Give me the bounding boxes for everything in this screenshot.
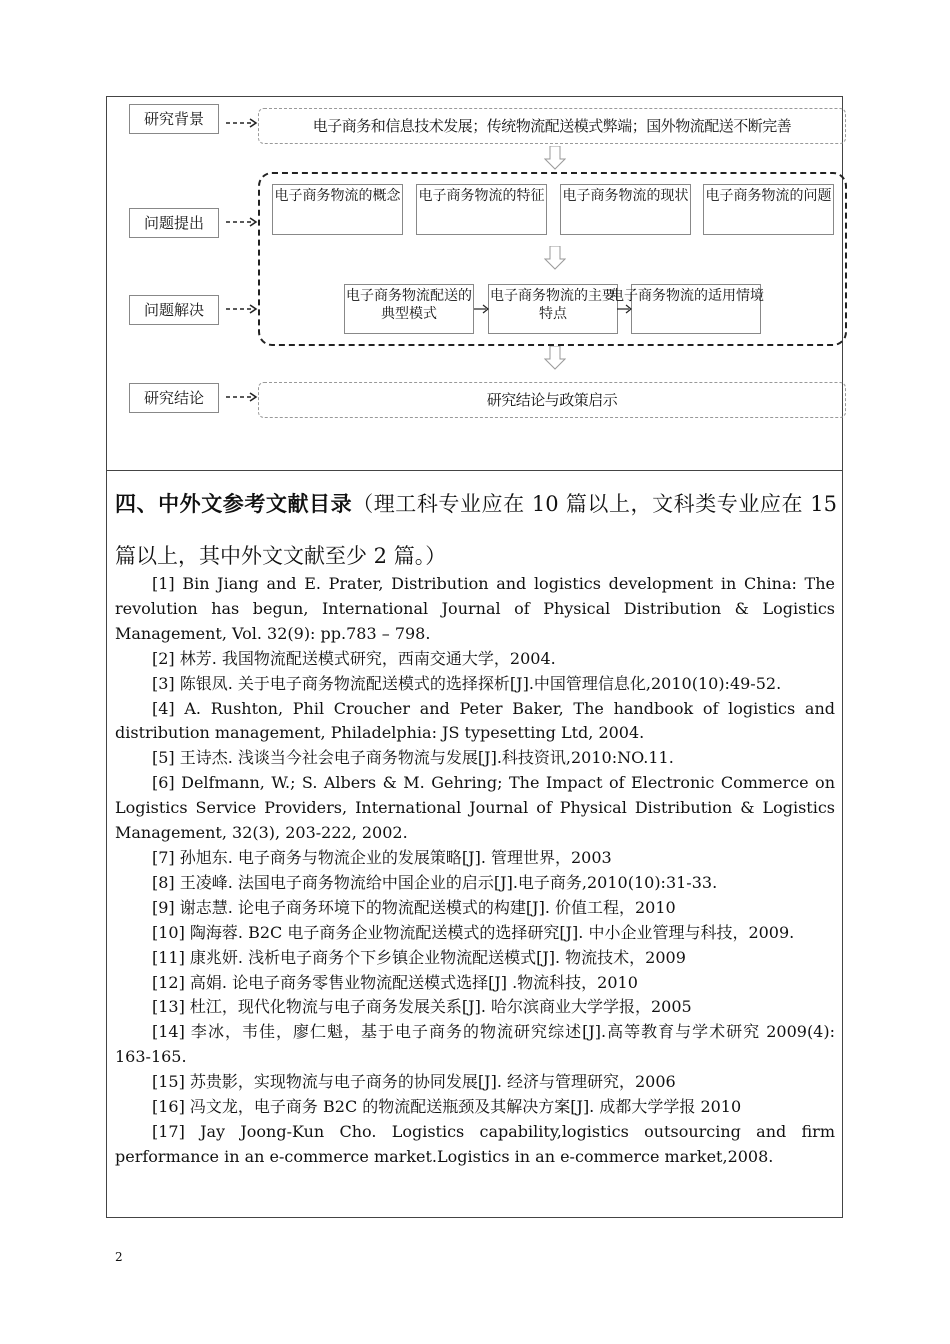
row-divider <box>106 470 843 471</box>
reference-item: [8] 王凌峰. 法国电子商务物流给中国企业的启示[J].电子商务,2010(10):31-33. <box>152 872 718 892</box>
reference-item: [10] 陶海蓉. B2C 电子商务企业物流配送模式的选择研究[J]. 中小企业管理与科技，2009. <box>152 922 795 942</box>
reference-item: [4] A. Rushton, Phil Croucher and Peter Baker, The handbook of logistics and distribution management, Philadelphia: JS typesetting Ltd, 2004. <box>115 698 835 743</box>
reference-item: [3] 陈银凤. 关于电子商务物流配送模式的选择探析[J].中国管理信息化,2010(10):49-52. <box>152 673 782 693</box>
conclusion-box: 研究结论与政策启示 <box>258 382 846 418</box>
reference-item: [7] 孙旭东. 电子商务与物流企业的发展策略[J]. 管理世界，2003 <box>152 847 612 867</box>
stage-label-conclusion: 研究结论 <box>129 383 219 413</box>
solution-box-main-traits: 电子商务物流的主要特点 <box>488 284 618 334</box>
reference-item: [13] 杜江，现代化物流与电子商务发展关系[J]. 哈尔滨商业大学学报，2005 <box>152 997 692 1017</box>
reference-item: [6] Delfmann, W.; S. Albers & M. Gehring; The Impact of Electronic Commerce on Logistics Service Providers, International Journal of Physical Distribution & Logistics Management, 32(3), 203-222, 2002. <box>115 773 835 843</box>
solution-box-typical-modes: 电子商务物流配送的典型模式 <box>344 284 474 334</box>
stage-label-background: 研究背景 <box>129 104 219 134</box>
reference-item: [1] Bin Jiang and E. Prater, Distribution and logistics development in China: The revolution has begun, International Journal of Physical Distribution & Logistics Management, Vol. 32(9): pp.783 – 798. <box>115 574 835 643</box>
dashed-arrow-icon <box>226 303 260 315</box>
reference-item: [2] 林芳. 我国物流配送模式研究，西南交通大学，2004. <box>152 648 556 668</box>
references-heading <box>115 478 837 582</box>
reference-list <box>115 572 835 1170</box>
reference-item: [17] Jay Joong-Kun Cho. Logistics capability,logistics outsourcing and firm performance in an e-commerce market.Logistics in an e-commerce market,2008. <box>115 1121 835 1166</box>
reference-item: [5] 王诗杰. 浅谈当今社会电子商务物流与发展[J].科技资讯,2010:NO.11. <box>152 748 674 768</box>
right-arrow-icon <box>474 304 490 314</box>
solution-box-applicable-scenarios: 电子商务物流的适用情境 <box>631 284 761 334</box>
down-arrow-icon <box>544 246 566 270</box>
stage-label-solution: 问题解决 <box>129 295 219 325</box>
page-number: 2 <box>115 1250 123 1264</box>
dashed-arrow-icon <box>226 117 260 129</box>
stage-label-problem: 问题提出 <box>129 208 219 238</box>
reference-item: [9] 谢志慧. 论电子商务环境下的物流配送模式的构建[J]. 价值工程，2010 <box>152 897 676 917</box>
references-heading-note: （理工科专业应在 10 篇以上，文科类专业应在 15 篇以上，其中外文文献至少 2 篇。） <box>115 492 838 568</box>
down-arrow-icon <box>544 346 566 370</box>
reference-item: [14] 李冰，韦佳，廖仁魁，基于电子商务的物流研究综述[J].高等教育与学术研究 2009(4): 163-165. <box>115 1022 835 1067</box>
right-arrow-icon <box>617 304 633 314</box>
down-arrow-icon <box>544 146 566 170</box>
reference-item: [16] 冯文龙，电子商务 B2C 的物流配送瓶颈及其解决方案[J]. 成都大学学报 2010 <box>152 1097 742 1117</box>
reference-item: [15] 苏贵影，实现物流与电子商务的协同发展[J]. 经济与管理研究，2006 <box>152 1072 676 1092</box>
reference-item: [12] 高娟. 论电子商务零售业物流配送模式选择[J] .物流科技，2010 <box>152 972 638 992</box>
dashed-arrow-icon <box>226 216 260 228</box>
problem-box-features: 电子商务物流的特征 <box>416 184 547 235</box>
reference-item: [11] 康兆妍. 浅析电子商务个下乡镇企业物流配送模式[J]. 物流技术，2009 <box>152 947 686 967</box>
dashed-arrow-icon <box>226 391 260 403</box>
problem-box-status: 电子商务物流的现状 <box>560 184 691 235</box>
problem-box-issues: 电子商务物流的问题 <box>703 184 834 235</box>
background-box: 电子商务和信息技术发展；传统物流配送模式弊端；国外物流配送不断完善 <box>258 108 846 144</box>
references-heading-bold: 四、中外文参考文献目录 <box>115 491 353 516</box>
problem-box-concept: 电子商务物流的概念 <box>272 184 403 235</box>
